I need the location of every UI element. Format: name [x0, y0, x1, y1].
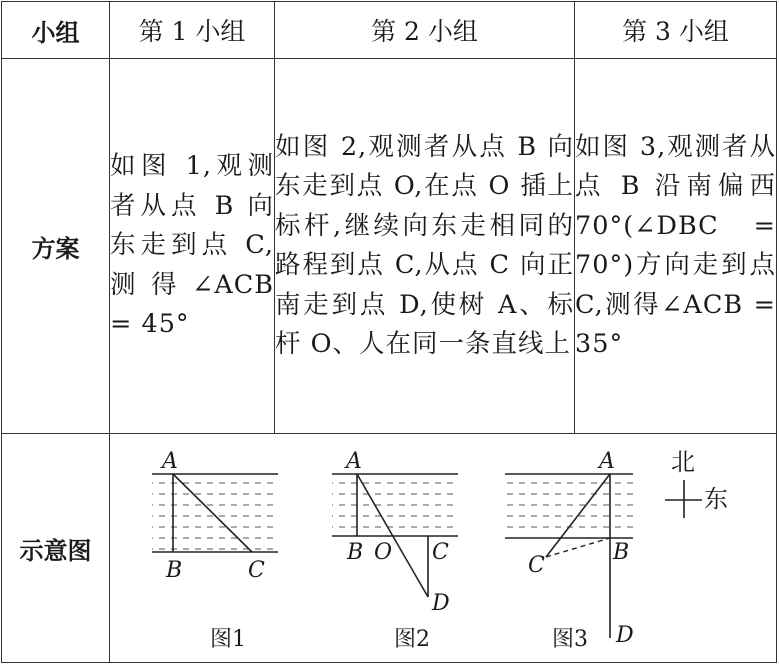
fig2-label-o: O — [374, 540, 393, 565]
comparison-table — [1, 1, 777, 663]
fig1-caption: 图1 — [210, 627, 246, 652]
figure-row-label: 示意图 — [2, 434, 110, 663]
figures-diagram — [110, 434, 777, 662]
fig3-label-a: A — [599, 449, 615, 474]
header-group-1: 第 1 小组 — [110, 2, 275, 59]
fig1-river — [152, 474, 278, 552]
fig3-label-d: D — [616, 623, 634, 648]
fig1-label-a: A — [162, 449, 178, 474]
fig2-caption: 图2 — [394, 627, 430, 652]
fig1-label-b: B — [166, 558, 183, 583]
figure-2 — [332, 449, 458, 652]
fig3-label-c: C — [528, 553, 545, 578]
header-group: 小组 — [2, 2, 110, 59]
figure-1 — [152, 449, 278, 652]
figure-cell — [110, 434, 777, 663]
header-group-3: 第 3 小组 — [575, 2, 777, 59]
compass-east: 东 — [704, 485, 728, 513]
figure-3 — [505, 449, 634, 652]
fig1-label-c: C — [248, 558, 265, 583]
compass — [665, 448, 728, 518]
header-group-2: 第 2 小组 — [275, 2, 575, 59]
header-row — [2, 2, 777, 59]
fig3-caption: 图3 — [552, 627, 588, 652]
compass-north: 北 — [671, 448, 695, 476]
plan-group-1: 如图 1,观测者从点 B 向东走到点 C,测得∠ACB = 45° — [110, 59, 275, 434]
fig2-label-a: A — [346, 449, 362, 474]
figure-row — [2, 434, 777, 663]
fig2-label-b: B — [347, 540, 364, 565]
fig3-line-bc — [546, 538, 610, 557]
plan-group-3: 如图 3,观测者从点 B 沿南偏西 70°(∠DBC = 70°)方向走到点 C,测得∠ACB = 35° — [575, 59, 777, 434]
fig2-river — [332, 474, 458, 536]
plan-group-2: 如图 2,观测者从点 B 向东走到点 O,在点 O 插上标杆,继续向东走相同的路程到点 C,从点 C 向正南走到点 D,使树 A、标杆 O、人在同一条直线上 — [275, 59, 575, 434]
fig2-label-d: D — [432, 591, 450, 616]
plan-row-label: 方案 — [2, 59, 110, 434]
plan-row — [2, 59, 777, 434]
fig2-label-c: C — [432, 540, 449, 565]
fig3-label-b: B — [613, 540, 630, 565]
